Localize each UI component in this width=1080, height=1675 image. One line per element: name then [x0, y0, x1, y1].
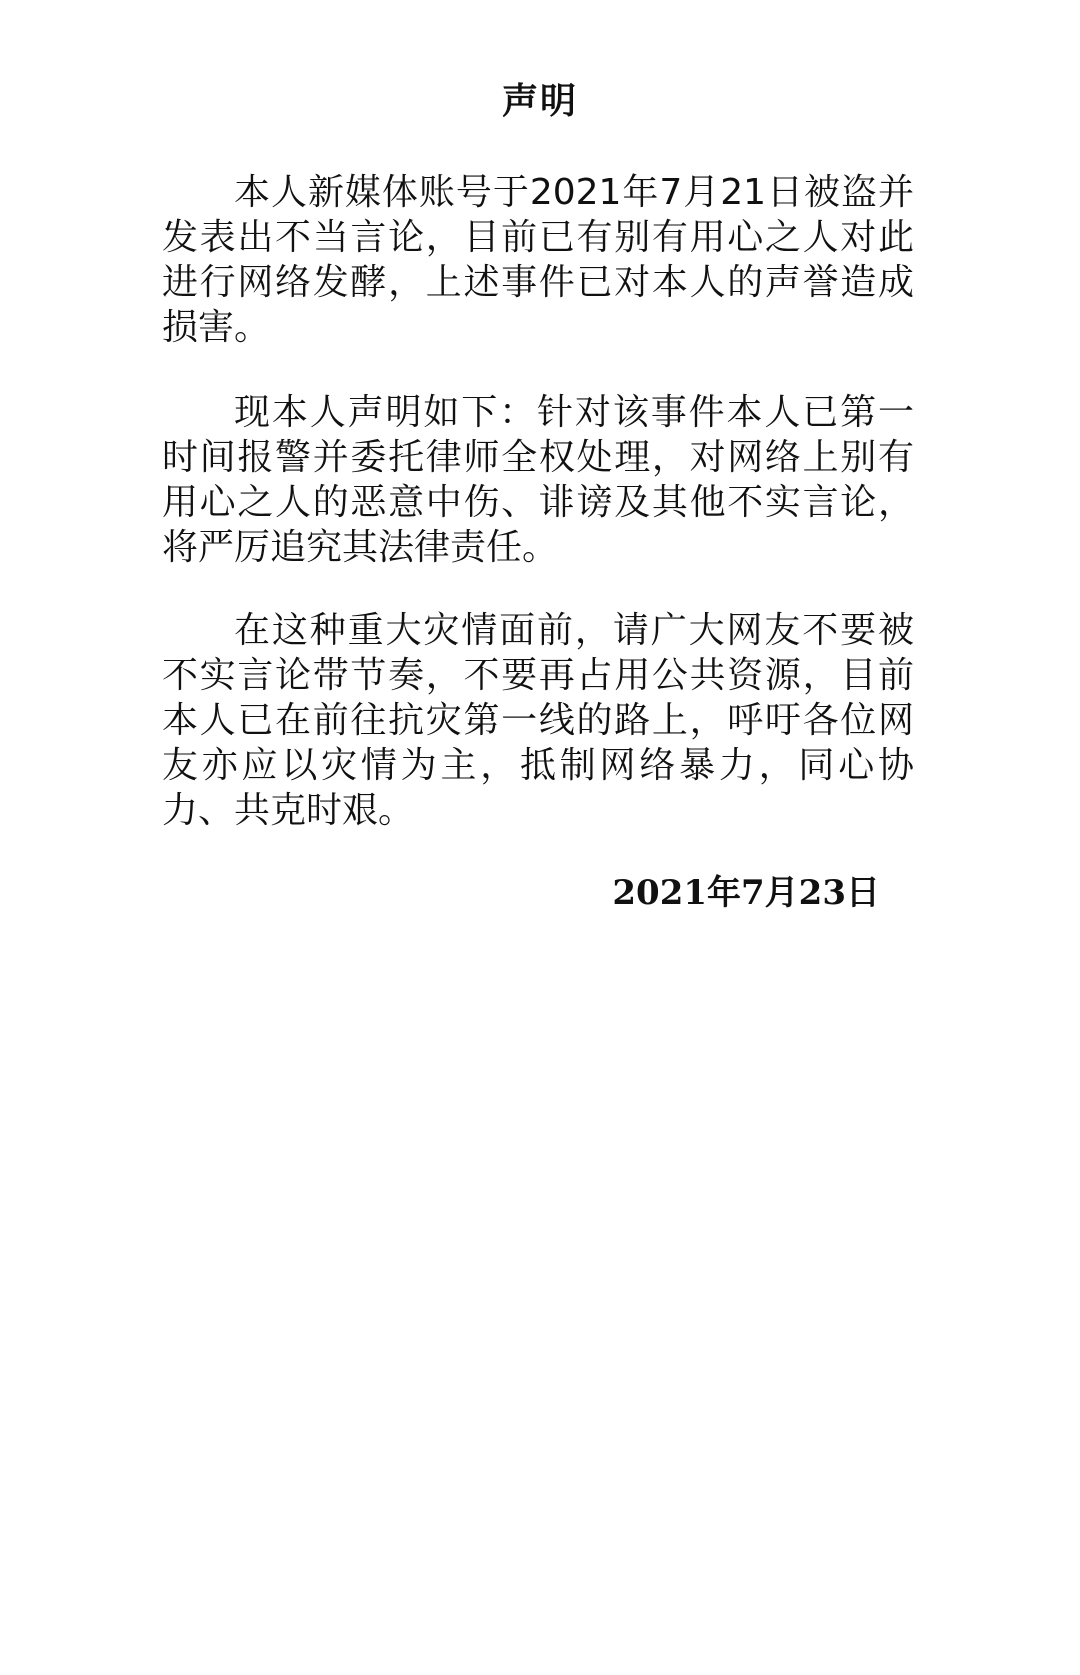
paragraph-3: 在这种重大灾情面前，请广大网友不要被不实言论带节奏，不要再占用公共资源，目前本人已在前往抗灾第一线的路上，呼吁各位网友亦应以灾情为主，抵制网络暴力，同心协力、共克时艰。: [162, 610, 914, 831]
statement-date: 2021年7月23日: [612, 873, 880, 913]
paragraph-2: 现本人声明如下：针对该事件本人已第一时间报警并委托律师全权处理，对网络上别有用心之人的恶意中伤、诽谤及其他不实言论，将严厉追究其法律责任。: [162, 392, 914, 568]
paragraph-1: 本人新媒体账号于2021年7月21日被盗并发表出不当言论，目前已有别有用心之人对此进行网络发酵，上述事件已对本人的声誉造成损害。: [162, 172, 914, 348]
document-title: 声明: [501, 81, 578, 122]
